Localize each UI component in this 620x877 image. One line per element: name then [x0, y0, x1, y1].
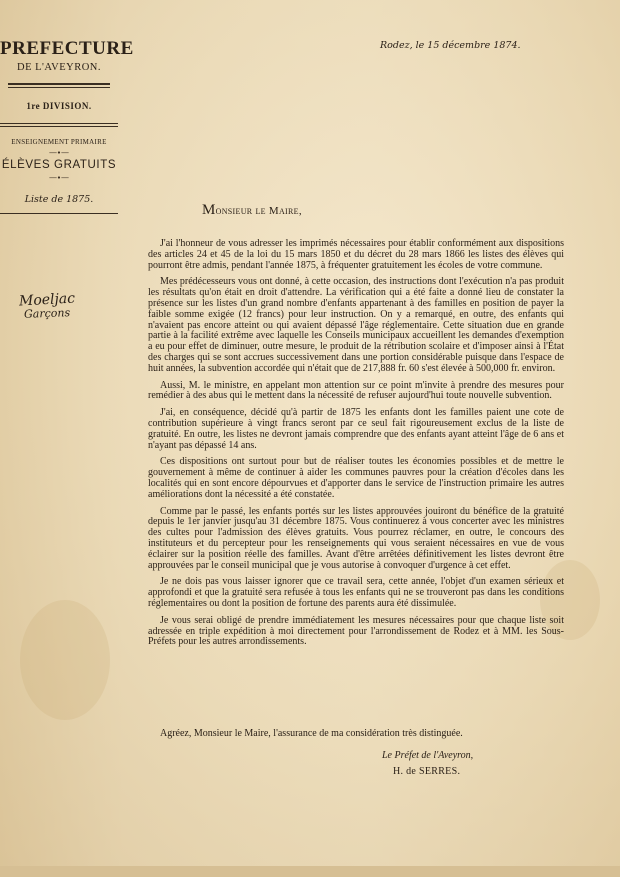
- paragraph: Aussi, M. le ministre, en appelant mon attention sur ce point m'invite à prendre des mesures pour remédier à des abus qui le mettent dans la nécessité de refuser aujourd'hui toute nouvelle subvention.: [148, 379, 564, 402]
- subject-label: ÉLÈVES GRATUITS: [1, 159, 117, 171]
- handwritten-note: Garçons: [23, 306, 71, 321]
- service-label: ENSEIGNEMENT PRIMAIRE: [11, 138, 107, 146]
- salutation-text: onsieur le Maire,: [215, 205, 302, 217]
- list-label: Liste de 1875.: [24, 194, 94, 205]
- divider: [0, 126, 118, 127]
- divider: [8, 87, 110, 88]
- prefecture-title: PREFECTURE: [0, 38, 134, 59]
- paragraph: Je vous serai obligé de prendre immédiatement les mesures nécessaires pour que chaque liste soit adressée en triple expédition à moi directement pour l'arrondissement de Rodez et à MM. les Sous-Préfets pour les autres arrondissements.: [148, 614, 564, 648]
- paragraph: Ces dispositions ont surtout pour but de réaliser toutes les économies possibles et de mettre le gouvernement à même de continuer à aider les communes pauvres pour la création d'écoles dans les localités qui en sont encore dépourvues et d'apporter dans le service de l'instruction primaire les autres améliorations dont la nécessité a été constatée.: [148, 456, 564, 500]
- divider: [0, 213, 118, 214]
- letterhead: [0, 38, 134, 214]
- salutation-initial: M: [202, 202, 216, 218]
- ornament: —∙—: [49, 148, 69, 157]
- department-name: DE L'AVEYRON.: [16, 62, 102, 73]
- paragraph: J'ai l'honneur de vous adresser les imprimés nécessaires pour établir conformément aux dispositions des articles 24 et 45 de la loi du 15 mars 1850 et du décret du 28 mars 1866 les listes des élèves qui pourront être admis, pendant l'année 1875, à fréquenter gratuitement les écoles de votre commune.: [148, 238, 564, 271]
- closing-line: Agréez, Monsieur le Maire, l'assurance de ma considération très distinguée.: [160, 728, 463, 739]
- divider: [0, 123, 118, 124]
- letter-body: [148, 239, 564, 654]
- ornament: —∙—: [49, 173, 69, 182]
- paragraph: J'ai, en conséquence, décidé qu'à partir de 1875 les enfants dont les familles paient une cote de contribution supérieure à vingt francs seront par ce seul fait rigoureusement exclus de la liste de gratuité. En outre, les listes ne devront jamais comprendre que des enfants ayant atteint l'âge de 6 ans et n'ayant pas dépassé 14 ans.: [148, 407, 564, 451]
- paragraph: Comme par le passé, les enfants portés sur les listes approuvées jouiront du bénéfice de la gratuité depuis le 1er janvier jusqu'au 31 décembre 1875. Vous continuerez à vous concerter avec les ministres des cultes pour l'admission des élèves gratuits. Vous pourrez réclamer, en outre, le concours des instituteurs et du percepteur pour les renseignements qui vous seraient nécessaires en vue de vous éclairer sur la position réelle des familles. Avant d'être arrêtées définitivement les listes devront être approuvées par le conseil municipal que je vous autorise à convoquer d'urgence à cet effet.: [148, 505, 564, 571]
- handwritten-commune: Moeljac: [18, 290, 76, 310]
- signature-name: H. de SERRES.: [393, 766, 461, 777]
- salutation: [202, 202, 302, 219]
- paper-stain: [20, 600, 110, 720]
- paper-edge: [0, 866, 620, 877]
- signature-title: Le Préfet de l'Aveyron,: [382, 750, 474, 761]
- letter-date: Rodez, le 15 décembre 1874.: [380, 40, 521, 51]
- paragraph: Je ne dois pas vous laisser ignorer que ce travail sera, cette année, l'objet d'un examen sérieux et approfondi et que la gratuité sera refusée à tous les enfants qui ne se trouveront pas dans les conditions réglementaires ou dont la position de fortune des parents aura été dissimulée.: [148, 576, 564, 609]
- division-label: 1re DIVISION.: [26, 101, 92, 111]
- divider: [8, 83, 110, 85]
- paragraph: Mes prédécesseurs vous ont donné, à cette occasion, des instructions dont l'exécution n'a pas produit les résultats qu'on était en droit d'attendre. La vérification qui a été faite a donné lieu de constater la présence sur les listes d'un grand nombre d'enfants appartenant à des familles en position de payer la faible somme exigée (12 francs) pour leur instruction. On y a remarqué, en outre, des enfants qui n'avaient pas encore atteint ou qui avaient dépassé l'âge réglementaire. Cette situation due en grande partie à la facilité extrême avec laquelle les Conseils municipaux accueillent les demandes d'exemption a eu pour effet de diminuer, outre mesure, le produit de la rétribution scolaire et d'imposer ainsi à l'État des charges qui se sont accrues successivement dans une portion considérable puisque dans l'espace de huit années, la subvention accordée qui n'était que de 217,888 fr. 60 s'est élevée à 500,000 fr. environ.: [148, 276, 564, 374]
